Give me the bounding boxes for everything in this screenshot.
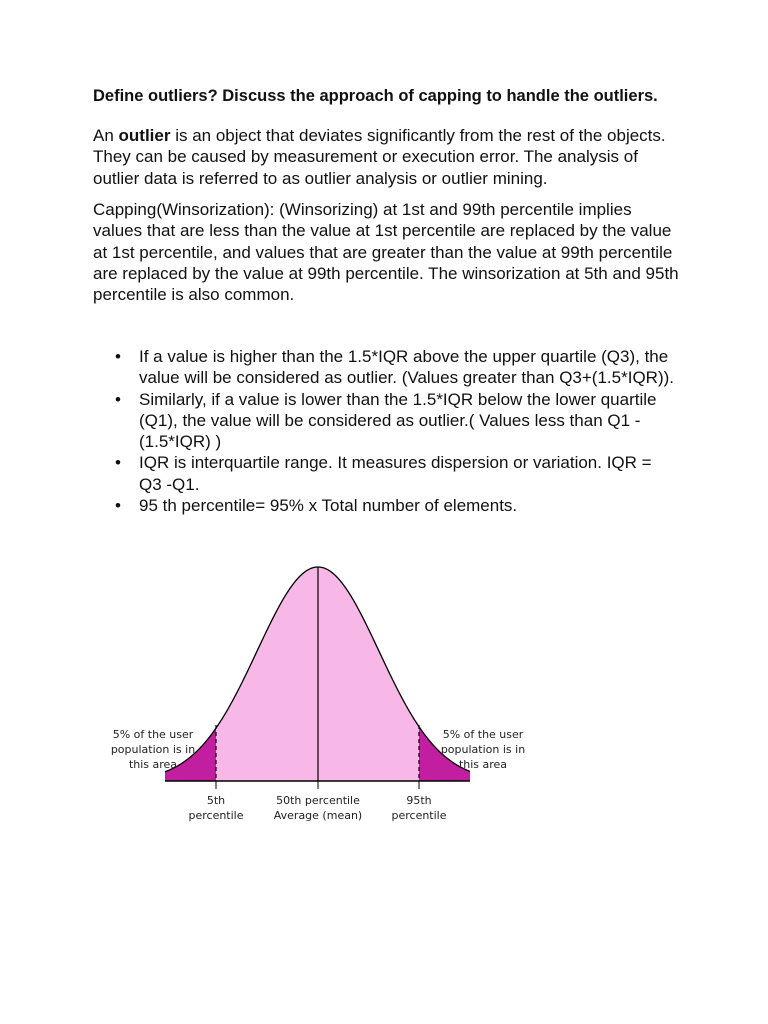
list-item: • 95 th percentile= 95% x Total number of elements. (115, 495, 675, 516)
p5-label-line-1: 5th (206, 794, 226, 807)
outlier-definition-paragraph (93, 125, 683, 189)
outlier-term: outlier (118, 126, 171, 145)
right-note-line-1: 5% of the user (442, 728, 524, 741)
list-item: • If a value is higher than the 1.5*IQR above the upper quartile (Q3), the value will be considered as outlier. (Values greater than Q3+(1.5*IQR)). (115, 346, 675, 389)
intro-rest: is an object that deviates significantly from the rest of the objects. They can be caused by measurement or execution error. The analysis of outlier data is referred to as outlier analysis or outlier mining. (93, 126, 666, 188)
right-note-line-3: this area (458, 758, 508, 771)
left-note-line-1: 5% of the user (112, 728, 194, 741)
left-note-line-3: this area (128, 758, 178, 771)
list-item: • IQR is interquartile range. It measures dispersion or variation. IQR = Q3 -Q1. (115, 452, 675, 495)
bullet-list (115, 346, 675, 516)
p50-label-line-1: 50th percentile (276, 794, 360, 807)
right-note-line-2: population is in (440, 743, 526, 756)
p95-label-line-1: 95th (406, 794, 432, 807)
list-item: • Similarly, if a value is lower than the 1.5*IQR below the lower quartile (Q1), the value will be considered as outlier.( Values less than Q1 -(1.5*IQR) ) (115, 389, 675, 453)
intro-prefix: An (93, 126, 119, 145)
capping-paragraph: Capping(Winsorization): (Winsorizing) at 1st and 99th percentile implies values that are less than the value at 1st percentile are replaced by the value at 1st percentile, and values that are greater than the value at 99th percentile are replaced by the value at 99th percentile. The winsorization at 5th and 95th percentile is also common. (93, 200, 679, 305)
p5-label-line-2: percentile (188, 809, 244, 822)
p50-label-line-2: Average (mean) (273, 809, 363, 822)
normal-distribution-figure (95, 555, 555, 830)
p95-label-line-2: percentile (391, 809, 447, 822)
left-note-line-2: population is in (110, 743, 196, 756)
question-heading: Define outliers? Discuss the approach of capping to handle the outliers. (93, 87, 658, 105)
